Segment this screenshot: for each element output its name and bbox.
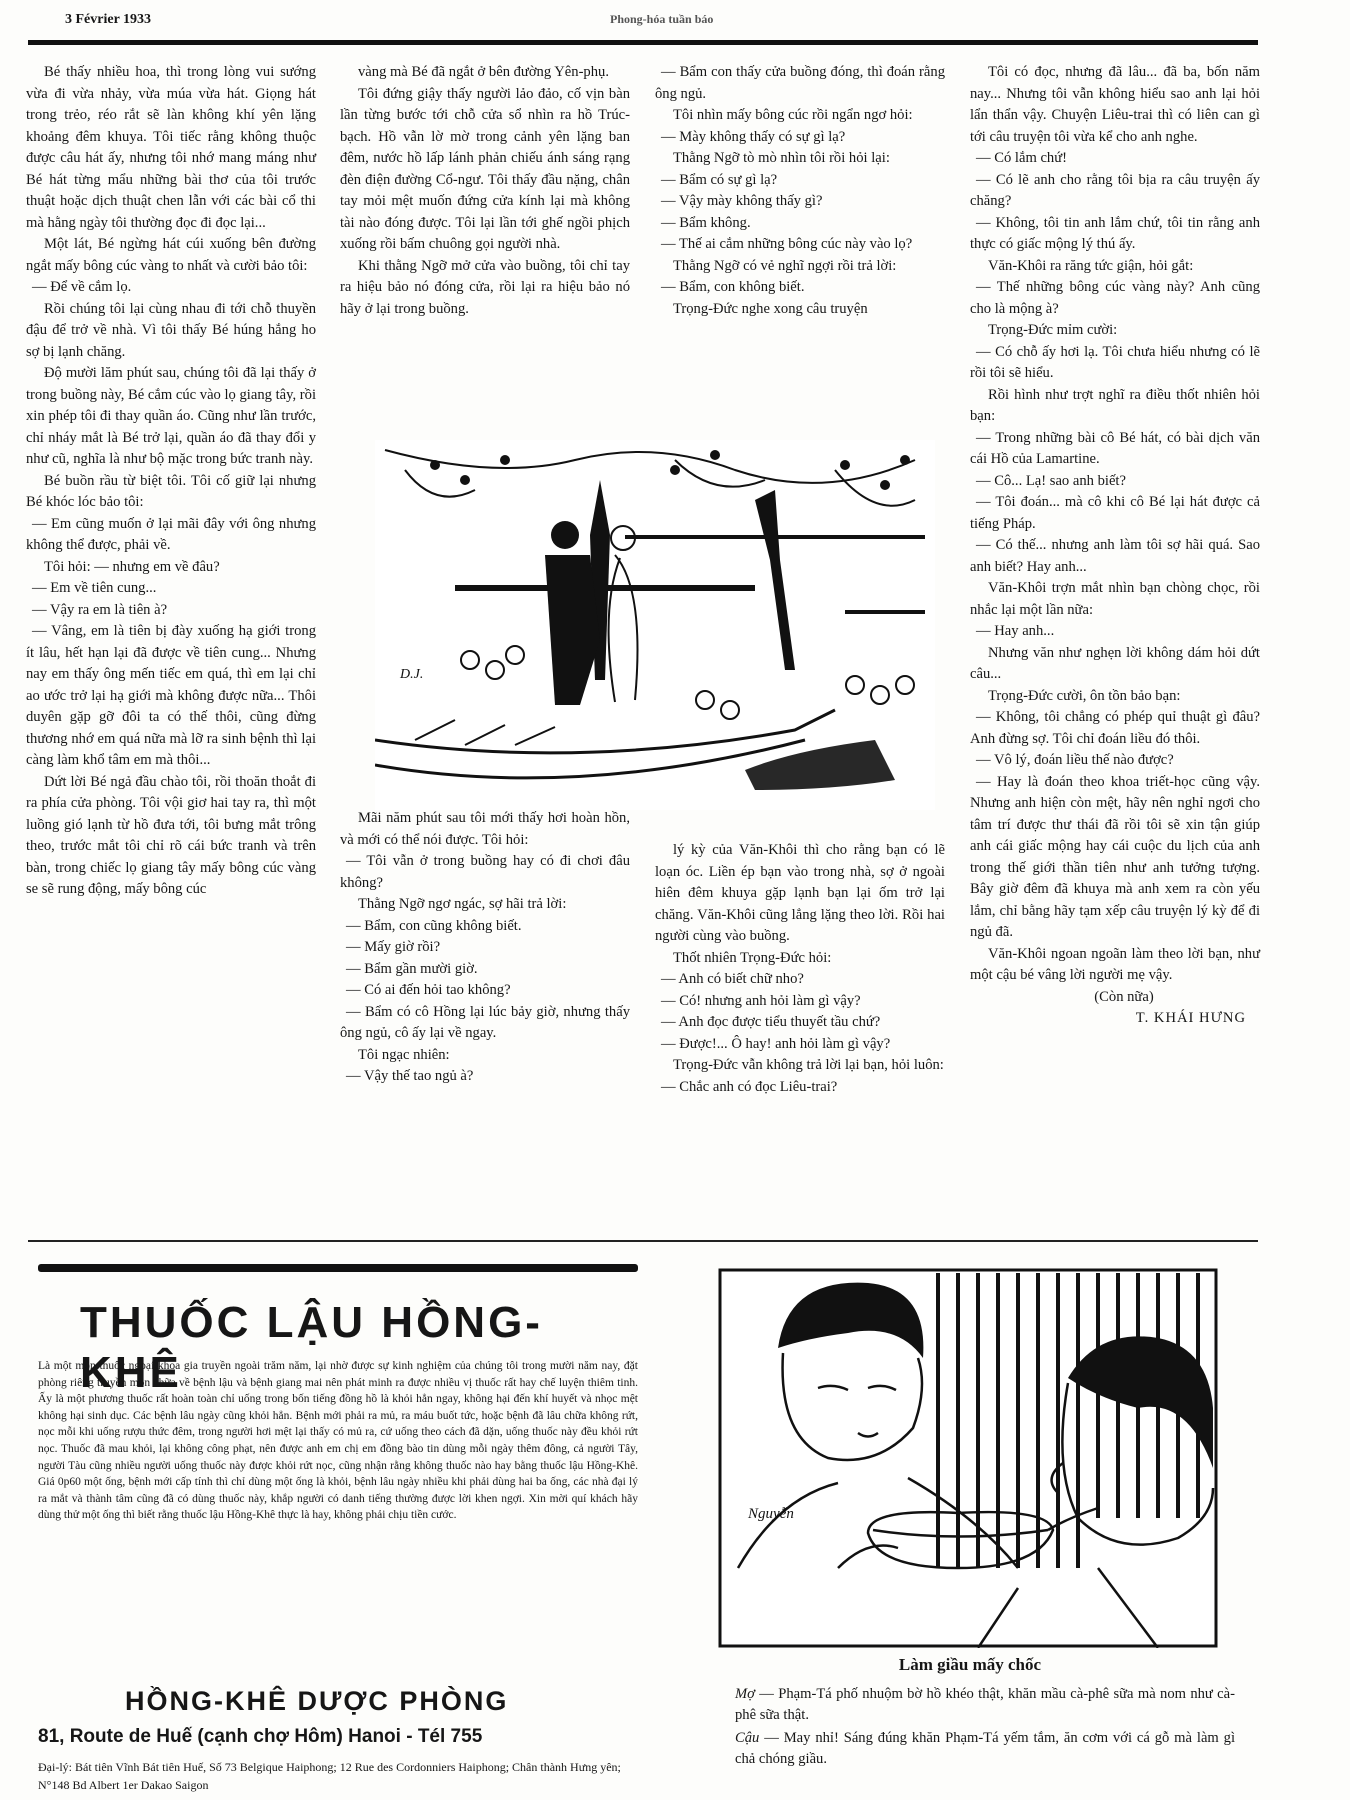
caption-speaker: Cậu [735, 1730, 760, 1746]
cartoon-drawing [718, 1268, 1218, 1648]
story-paragraph: — Hay là đoán theo khoa triết-học cũng vậy. Nhưng anh hiện còn mệt, hãy nên nghỉ ngơi cho tâm trí được thư thái đã rồi tôi sẽ xin tận giúp anh cái giấc mộng hay cái cuộc du lịch của anh trong thế giới thần tiên như anh tưởng tượng. Bây giờ đêm đã khuya mà anh xem ra còn yếu lắm, chỉ bằng hãy tạm xếp câu truyện lý kỳ để đi ngủ đã. [970, 773, 1260, 940]
story-paragraph: Tôi hỏi: — nhưng em về đâu? [44, 558, 220, 575]
story-paragraph: Một lát, Bé ngừng hát cúi xuống bên đường ngắt mấy bông cúc vàng to nhất và cười bảo tôi: [26, 236, 316, 274]
story-paragraph: — Vâng, em là tiên bị đày xuống hạ giới trong ít lâu, hết hạn lại đã được về tiên cung... Nhưng nay em thấy ông mến tiếc em quá, thì em lại chỉ ao ước trở lại hạ giới mà không được nữa... Thôi duyên gặp gỡ đôi ta có thế thôi, cũng đừng thương nhớ em quá nữa mà lỡ ra sinh bệnh thì lại càng làm khổ tâm em mà thôi... [26, 623, 316, 768]
paper-name: Phong-hóa tuần báo [610, 12, 714, 26]
story-column-4 [970, 62, 1260, 1192]
story-paragraph: — Vậy ra em là tiên à? [32, 601, 168, 618]
story-paragraph: — Bẩm không. [661, 214, 751, 231]
story-paragraph: Trọng-Đức mỉm cười: [988, 322, 1118, 338]
story-paragraph: — Em về tiên cung... [32, 580, 157, 596]
story-paragraph: Tôi có đọc, nhưng đã lâu... đã ba, bốn năm nay... Nhưng tôi vẫn không hiểu sao anh lại hỏi lẩn thẩn vậy. Chuyện Liêu-trai thì có liên can gì tới câu truyện tôi vừa kể cho anh nghe. [970, 64, 1260, 145]
story-paragraph: — Để về cắm lọ. [32, 279, 132, 295]
ad-title: THUỐC LẬU HỒNG-KHÊ [80, 1298, 543, 1397]
story-paragraph: Mãi năm phút sau tôi mới thấy hơi hoàn hồn, và mới có thể nói được. Tôi hỏi: [340, 810, 630, 848]
story-paragraph: — Hay anh... [976, 623, 1055, 639]
story-paragraph: — Tôi đoán... mà cô khi cô Bé lại hát được cả tiếng Pháp. [970, 494, 1260, 532]
story-paragraph: — Em cũng muốn ở lại mãi đây với ông nhưng không thể được, phải về. [26, 515, 316, 553]
story-paragraph: Rồi hình như trợt nghĩ ra điều thốt nhiên hỏi bạn: [970, 386, 1260, 424]
story-paragraph: Độ mười lăm phút sau, chúng tôi đã lại thấy ở trong buồng này, Bé cắm cúc vào lọ giang tây, rồi xin phép tôi đi thay quần áo. Cũng như lần trước, chỉ nháy mắt là Bé trở lại, quần áo đã thay đổi y như cũ, nghĩa là như bộ mặc trong bức tranh này. [26, 365, 316, 467]
story-paragraph: Thằng Ngỡ ngơ ngác, sợ hãi trả lời: [358, 896, 567, 912]
story-column-3-bottom [655, 840, 945, 1210]
story-paragraph: — Có ai đến hỏi tao không? [346, 982, 511, 998]
story-paragraph: — Anh có biết chữ nho? [661, 971, 804, 987]
caption-line [735, 1728, 1235, 1770]
story-illustration [375, 440, 935, 810]
story-paragraph: Trọng-Đức vẫn không trả lời lại bạn, hỏi luôn: [673, 1057, 944, 1073]
story-paragraph: — Vậy mày không thấy gì? [661, 193, 823, 209]
story-paragraph: Văn-Khôi trợn mắt nhìn bạn chòng chọc, rồi nhắc lại một lần nữa: [970, 580, 1260, 618]
ad-agents: Đại-lý: Bát tiên Vĩnh Bát tiên Huế, Số 73 Belgique Haiphong; 12 Rue des Cordonniers Haiphong; Chân thành Hưng yên; N°148 Bd Albert 1er Dakao Saigon [38, 1760, 621, 1792]
header-rule [28, 40, 1258, 45]
story-paragraph: — Bẩm, con không biết. [661, 279, 805, 295]
caption-speaker: Mợ [735, 1686, 755, 1702]
story-paragraph: Trọng-Đức nghe xong câu truyện [673, 300, 868, 317]
cartoon-caption [735, 1684, 1235, 1772]
story-paragraph: — Thế những bông cúc vàng này? Anh cũng cho là mộng à? [970, 279, 1260, 317]
story-column-2-top [340, 62, 630, 422]
caption-text: — Phạm-Tá phố nhuộm bờ hồ khéo thật, khăn mầu cà-phê sữa mà nom như cà-phê sữa thật. [735, 1686, 1235, 1723]
page-header [30, 10, 1260, 40]
ad-top-bar [38, 1264, 638, 1272]
story-paragraph: Văn-Khôi ngoan ngoãn làm theo lời bạn, như một cậu bé vâng lời người mẹ vậy. [970, 945, 1260, 983]
story-paragraph: — Bẩm con thấy cửa buồng đóng, thì đoán rằng ông ngủ. [655, 64, 945, 102]
story-paragraph: Bé buồn rầu từ biệt tôi. Tôi cố giữ lại nhưng Bé khóc lóc bảo tôi: [26, 472, 316, 510]
story-paragraph: Rồi chúng tôi lại cùng nhau đi tới chỗ thuyền đậu để trở về nhà. Vì tôi thấy Bé húng hắng ho sợ bị lạnh chăng. [26, 300, 316, 360]
story-paragraph: Khi thằng Ngỡ mở cửa vào buồng, tôi chỉ tay ra hiệu bảo nó đóng cửa, rồi lại ra hiệu bảo nó hãy ở lại trong buồng. [340, 257, 630, 317]
illustration-signature: D.J. [400, 667, 424, 682]
ad-body: Là một môn thuốc ngoại khoa gia truyền ngoài trăm năm, lại nhờ được sự kinh nghiệm của chúng tôi trong mười năm nay, đặt phòng riêng truyền môn chữa về bệnh lậu và bệnh giang mai nên phát minh ra được nhiều vị thuốc rất hay chế luyện thiêm tinh. Ấy là một phương thuốc rất hoàn toàn chỉ uống trong bốn tiếng đồng hồ là khỏi hẳn ngay, không hại đến khí huyết và nhọc mệt không hại sinh dục. Các bệnh lâu ngày cũng khỏi hẳn. Bệnh mới phải ra mủ, ra máu buốt tức, hoặc bệnh đã lâu chữa không rứt, nọc mỗi khi uống rượu thức đêm, trong người hơi mệt lại thấy có mủ ra, cứ uống theo cách đã dặn, uống thuốc này đều khỏi rứt nọc. Thuốc đã mau khỏi, lại không công phạt, nên được anh em chị em đồng bào tin dùng mỗi ngày thêm đông, cả người Tây, người Tàu cũng nhiều người uống thuốc này được khỏi rứt nọc, cũng nhận rằng không thuốc nào hay bằng thuốc lậu Hồng-Khê. Giá 0p60 một ống, bệnh mới cấp tính thì chỉ dùng một ống là khỏi, bệnh lâu ngày nhiều khi phải dùng hai ba ống, các nhà đại lý ra mắt và thành tâm cũng đã có dùng thuốc này, khắp người có danh tiếng thường được lời khen ngợi. Xin mời quí khách hãy dùng thử một ống thì biết rằng thuốc lậu Hồng-Khê thực là hay, không phải chịu tiền cước. [38, 1360, 638, 1522]
cartoon-caption-title: Làm giầu mấy chốc [898, 1655, 1042, 1674]
story-paragraph: — Chắc anh có đọc Liêu-trai? [661, 1078, 838, 1095]
story-paragraph: — Bẩm, con cũng không biết. [346, 917, 522, 934]
story-paragraph: — Mày không thấy có sự gì lạ? [661, 128, 846, 145]
story-column-3-top [655, 62, 945, 422]
story-paragraph: — Trong những bài cô Bé hát, có bài dịch văn cái Hồ của Lamartine. [970, 429, 1260, 467]
story-paragraph: Dứt lời Bé ngả đầu chào tôi, rồi thoăn thoắt đi ra phía cửa phòng. Tôi vội giơ hai tay ra, thì một luồng gió lạnh từ hồ đưa tới, tôi bưng mắt trông theo, trước mắt tôi chỉ rõ cái bức tranh và trên bàn, trong chiếc lọ giang tây mấy bông cúc vàng se sẽ rung động, mấy bông cúc [26, 773, 316, 897]
story-paragraph: Tôi nhìn mấy bông cúc rồi ngẩn ngơ hỏi: [673, 107, 913, 123]
story-paragraph: — Bẩm có sự gì lạ? [661, 171, 778, 188]
story-paragraph: Tôi ngạc nhiên: [358, 1046, 450, 1063]
story-paragraph: lý kỳ của Văn-Khôi thì cho rằng bạn có lẽ loạn óc. Liền ép bạn vào trong nhà, sợ ở ngoài hiên đêm khuya gặp lạnh bạn lại ốm trở lại chăng. Văn-Khôi cũng lẳng lặng theo lời. Rồi hai người cùng vào buồng. [655, 842, 945, 944]
story-paragraph: — Cô... Lạ! sao anh biết? [976, 472, 1126, 489]
story-author: T. KHÁI HƯNG [1135, 1010, 1246, 1026]
issue-date: 3 Février 1933 [65, 12, 152, 27]
story-paragraph: — Vậy thế tao ngủ à? [346, 1068, 474, 1084]
story-paragraph: — Mấy giờ rồi? [346, 939, 441, 955]
story-paragraph: Thằng Ngỡ tò mò nhìn tôi rồi hỏi lại: [673, 150, 890, 166]
story-paragraph: — Có! nhưng anh hỏi làm gì vậy? [661, 992, 861, 1009]
caption-text: — May nhỉ! Sáng đúng khăn Phạm-Tá yếm tắm, ăn cơm với cá gỗ mà làm gì chả chóng giầu. [735, 1730, 1236, 1767]
story-paragraph: — Không, tôi tin anh lắm chứ, tôi tin rằng anh thực có giấc mộng lý thú ấy. [970, 214, 1260, 252]
ad-brand: HỒNG-KHÊ DƯỢC PHÒNG [125, 1686, 509, 1716]
story-column-2-bottom [340, 808, 630, 1208]
story-column-1 [26, 62, 316, 1192]
story-paragraph: Thốt nhiên Trọng-Đức hỏi: [673, 949, 832, 966]
section-rule [28, 1240, 1258, 1242]
story-paragraph: — Có thế... nhưng anh làm tôi sợ hãi quá. Sao anh biết? Hay anh... [970, 537, 1260, 575]
story-paragraph: — Bẩm có cô Hồng lại lúc bảy giờ, nhưng thấy ông ngủ, cô ấy lại về ngay. [340, 1003, 630, 1041]
story-paragraph: — Tôi vẫn ở trong buồng hay có đi chơi đâu không? [340, 853, 630, 891]
cartoon-artist-signature: Nguyễn [748, 1506, 794, 1522]
continued-note: (Còn nữa) [1094, 988, 1154, 1005]
story-paragraph: Bé thấy nhiều hoa, thì trong lòng vui sướng vừa đi vừa nhảy, vừa múa vừa hát. Giọng hát trong trẻo, réo rắt sẽ làn không khí yên lặng khoảng đêm khuya. Tôi tiếc rằng không thuộc được câu hát ấy, nhưng tôi nhớ mang máng như Bé hát từng mẩu những bài thơ của tôi trước thuật hoặc dịch thuật chen lẫn với các bài cổ thi mà hằng ngày tôi thường đọc đi đọc lại... [26, 64, 316, 231]
story-paragraph: Thằng Ngỡ có vẻ nghĩ ngợi rồi trả lời: [673, 257, 897, 274]
ad-address: 81, Route de Huế (cạnh chợ Hôm) Hanoi - Tél 755 [38, 1726, 483, 1747]
story-paragraph: Văn-Khôi ra răng tức giận, hỏi gắt: [988, 257, 1194, 274]
story-paragraph: — Bẩm gần mười giờ. [346, 960, 478, 977]
story-paragraph: vàng mà Bé đã ngắt ở bên đường Yên-phụ. [358, 64, 609, 80]
story-paragraph: Tôi đứng giậy thấy người lảo đảo, cố vịn bàn lần từng bước tới chỗ cửa sổ nhìn ra hồ Trúc-bạch. Hồ vẫn lờ mờ trong cảnh yên lặng ban đêm, nước hồ lấp lánh phản chiếu ánh sáng rạng đèn điện đường Cổ-ngư. Tôi thấy đầu nặng, chân tay mỏi mệt muốn đứng cửa kính lại mà không tài nào đóng được. Tôi lại lần tới ghế ngồi phịch xuống rồi bấm chuông gọi người nhà. [340, 85, 630, 252]
story-paragraph: — Vô lý, đoán liều thế nào được? [976, 752, 1174, 768]
story-paragraph: — Thế ai cắm những bông cúc này vào lọ? [661, 236, 913, 252]
story-paragraph: — Không, tôi chẳng có phép quỉ thuật gì đâu? Anh đừng sợ. Tôi chỉ đoán liều đó thôi. [970, 709, 1260, 747]
story-paragraph: — Có lắm chứ! [976, 150, 1067, 166]
story-paragraph: — Anh đọc được tiểu thuyết tầu chứ? [661, 1014, 881, 1030]
story-paragraph: — Có lẽ anh cho rằng tôi bịa ra câu truyện ấy chăng? [970, 171, 1260, 209]
story-paragraph: — Được!... Ô hay! anh hỏi làm gì vậy? [661, 1035, 891, 1052]
story-paragraph: — Có chỗ ấy hơi lạ. Tôi chưa hiểu nhưng có lẽ rồi tôi sẽ hiểu. [970, 343, 1260, 381]
story-paragraph: Trọng-Đức cười, ôn tồn bảo bạn: [988, 687, 1181, 704]
medicine-advertisement [30, 1258, 640, 1792]
caption-line [735, 1684, 1235, 1726]
story-paragraph: Nhưng văn như nghẹn lời không dám hỏi dứt câu... [970, 644, 1260, 682]
